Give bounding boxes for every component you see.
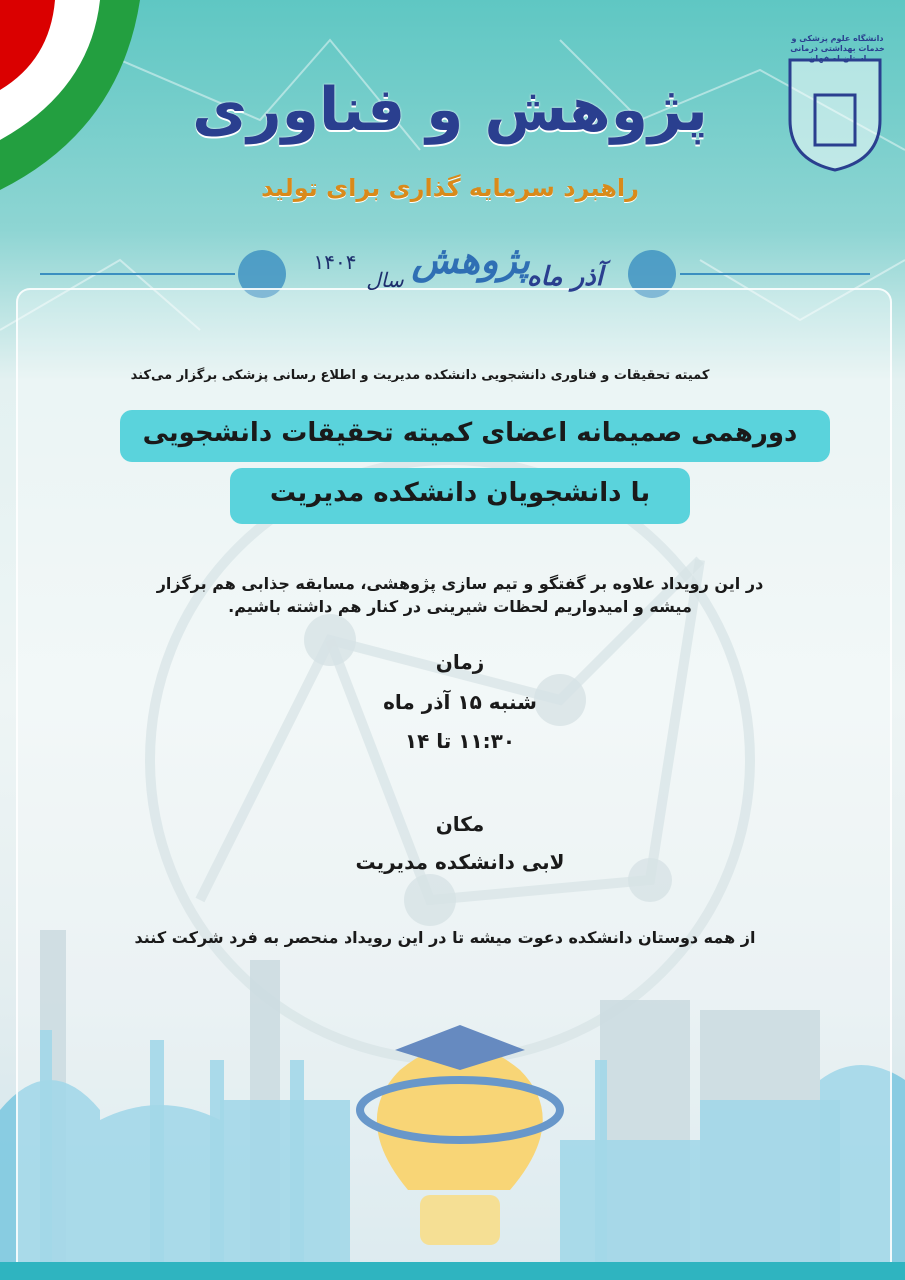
- event-date: شنبه ۱۵ آذر ماه: [383, 690, 537, 714]
- page-title: پژوهش و فناوری: [192, 75, 708, 145]
- place-value: لابی دانشکده مدیریت: [355, 850, 565, 874]
- headline-line-1: دورهمی صمیمانه اعضای کمیته تحقیقات دانشجویی: [142, 418, 798, 448]
- research-word: پژوهش: [411, 238, 530, 282]
- time-label: زمان: [435, 650, 485, 674]
- month-label: آذر ماه: [527, 262, 603, 292]
- invite-text: از همه دوستان دانشکده دعوت میشه تا در این رویداد منحصر به فرد شرکت کنند: [134, 928, 756, 947]
- place-label: مکان: [435, 812, 485, 836]
- event-hours: ۱۱:۳۰ تا ۱۴: [404, 729, 516, 753]
- intro-text: کمیته تحقیقات و فناوری دانشجویی دانشکده مدیریت و اطلاع رسانی پزشکی برگزار می‌کند: [130, 368, 710, 383]
- year-number: ۱۴۰۴: [313, 250, 357, 274]
- subtitle: راهبرد سرمایه گذاری برای تولید: [261, 174, 639, 202]
- bottom-bar: [0, 1262, 905, 1280]
- year-word: سال: [366, 268, 404, 292]
- event-description: در این رویداد علاوه بر گفتگو و تیم سازی پژوهشی، مسابقه جذابی هم برگزار میشه و امیدواریم لحظات شیرینی در کنار هم داشته باشیم.: [156, 574, 764, 616]
- headline-line-2: با دانشجویان دانشکده مدیریت: [269, 478, 651, 508]
- university-logo-text: دانشگاه علوم پزشکی و خدمات بهداشتی درمانی استان اصفهان: [790, 34, 885, 63]
